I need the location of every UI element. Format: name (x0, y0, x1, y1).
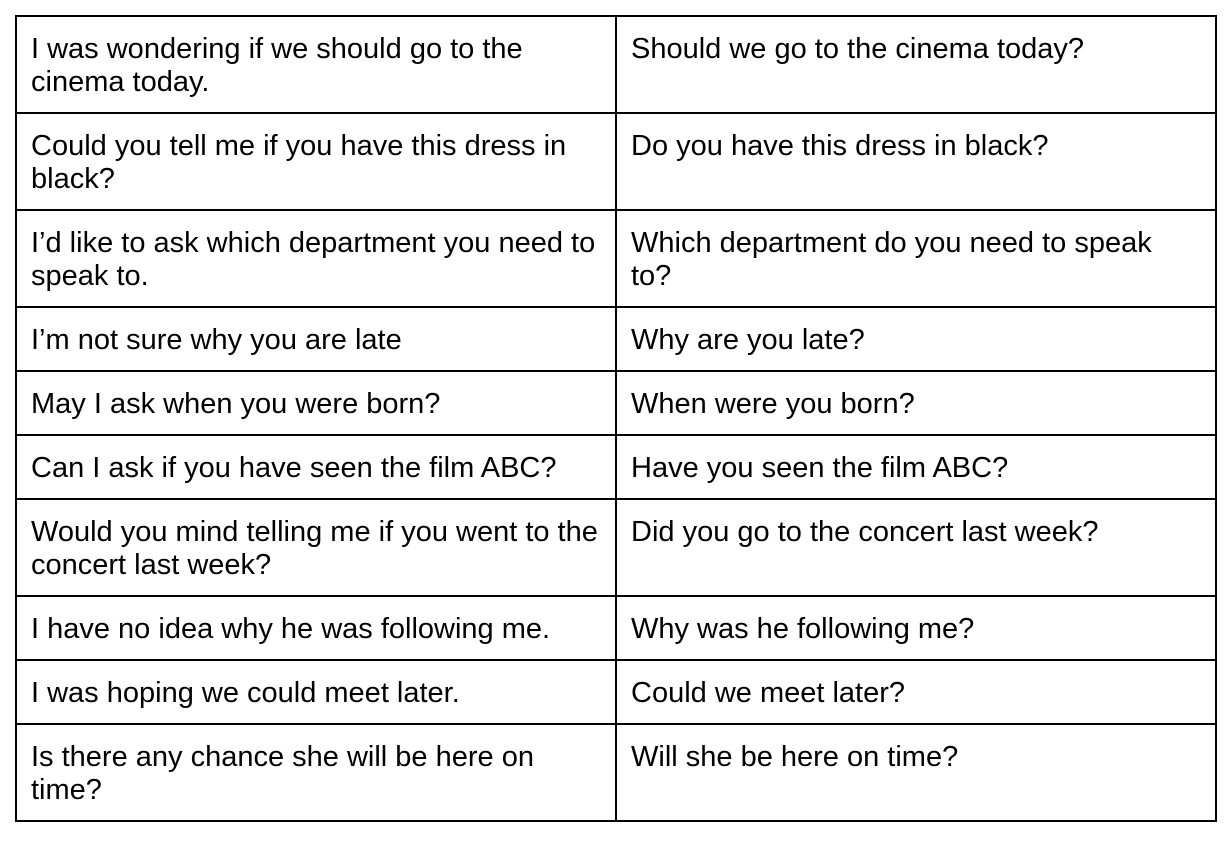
direct-question-cell: Did you go to the concert last week? (616, 499, 1216, 596)
questions-table (15, 15, 1217, 822)
indirect-question-cell: Is there any chance she will be here on time? (16, 724, 616, 821)
indirect-question-cell: Would you mind telling me if you went to the concert last week? (16, 499, 616, 596)
indirect-question-cell: I have no idea why he was following me. (16, 596, 616, 660)
indirect-question-cell: I’m not sure why you are late (16, 307, 616, 371)
table-row (16, 16, 1216, 113)
direct-question-cell: Could we meet later? (616, 660, 1216, 724)
table-row (16, 435, 1216, 499)
table-row (16, 210, 1216, 307)
table-row (16, 307, 1216, 371)
direct-question-cell: Will she be here on time? (616, 724, 1216, 821)
direct-question-cell: Why was he following me? (616, 596, 1216, 660)
indirect-question-cell: May I ask when you were born? (16, 371, 616, 435)
direct-question-cell: When were you born? (616, 371, 1216, 435)
direct-question-cell: Which department do you need to speak to? (616, 210, 1216, 307)
direct-question-cell: Have you seen the film ABC? (616, 435, 1216, 499)
table-row (16, 596, 1216, 660)
table-row (16, 113, 1216, 210)
indirect-question-cell: I was wondering if we should go to the cinema today. (16, 16, 616, 113)
indirect-question-cell: I’d like to ask which department you need to speak to. (16, 210, 616, 307)
table-row (16, 724, 1216, 821)
indirect-question-cell: Could you tell me if you have this dress in black? (16, 113, 616, 210)
indirect-question-cell: I was hoping we could meet later. (16, 660, 616, 724)
direct-question-cell: Do you have this dress in black? (616, 113, 1216, 210)
questions-table-body (16, 16, 1216, 821)
indirect-question-cell: Can I ask if you have seen the film ABC? (16, 435, 616, 499)
table-row (16, 660, 1216, 724)
table-row (16, 371, 1216, 435)
table-row (16, 499, 1216, 596)
direct-question-cell: Should we go to the cinema today? (616, 16, 1216, 113)
direct-question-cell: Why are you late? (616, 307, 1216, 371)
